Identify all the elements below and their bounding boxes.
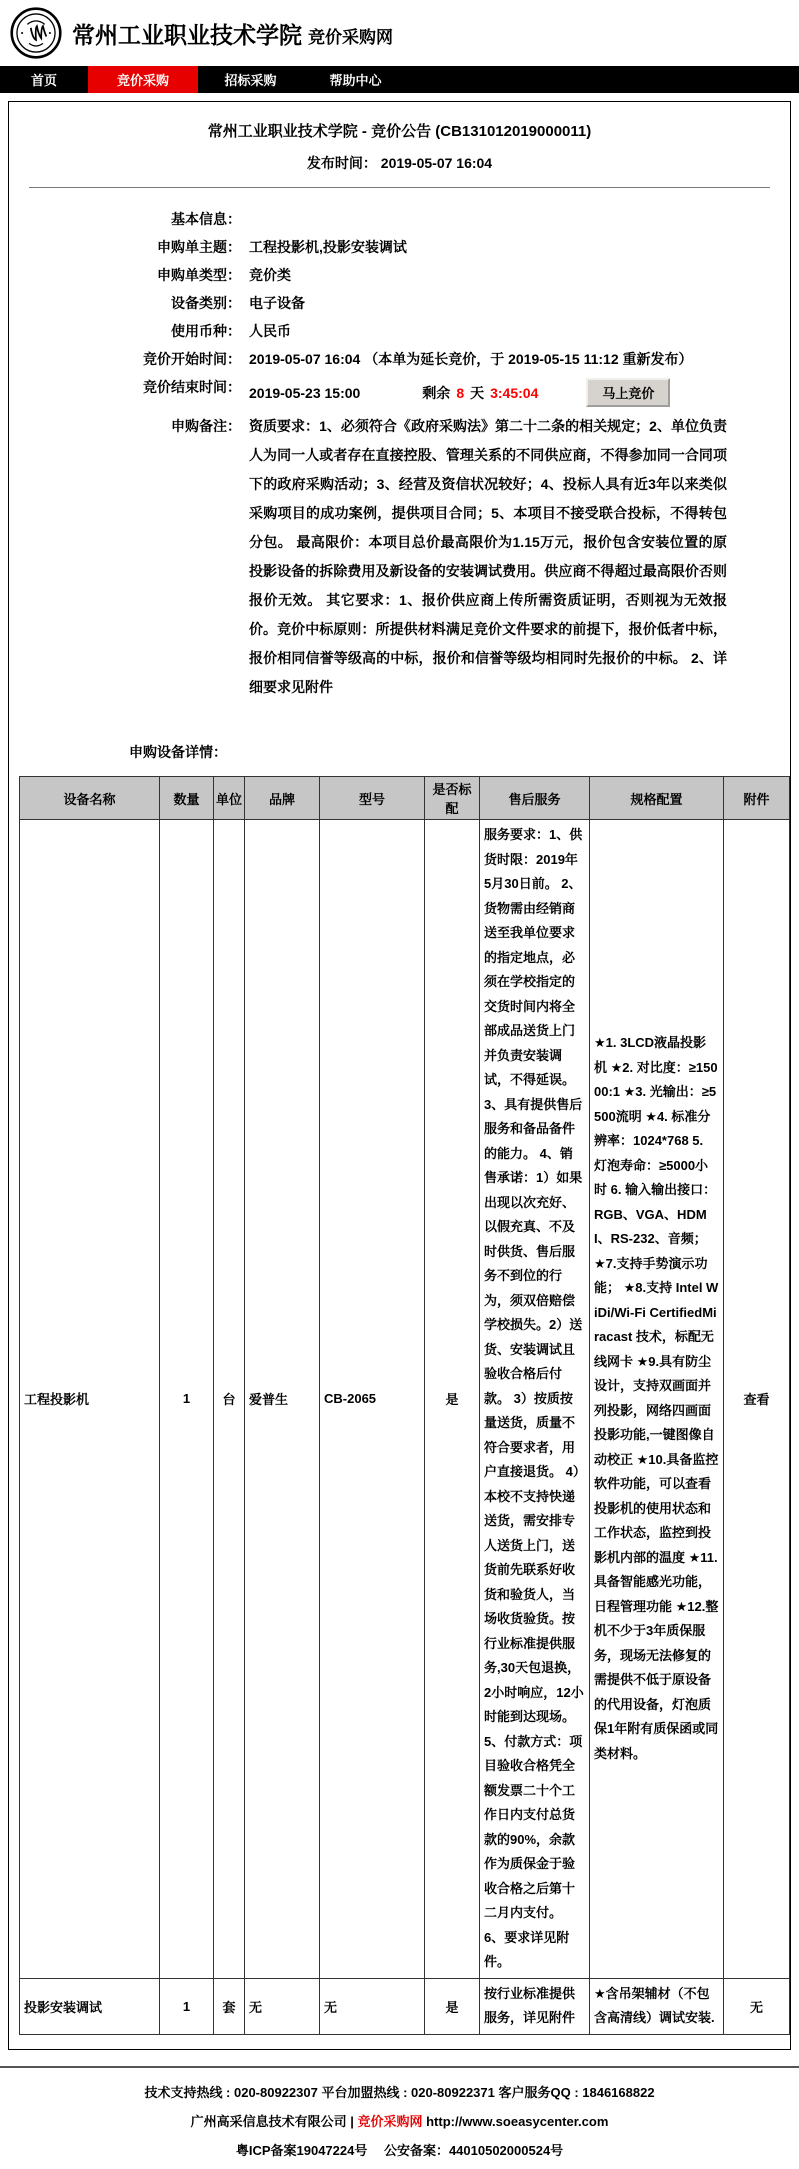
category-value: 电子设备 bbox=[249, 295, 305, 311]
info-row-remark bbox=[9, 417, 790, 702]
cell-service: 服务要求：1、供货时限：2019年5月30日前。 2、货物需由经销商送至我单位要求的指定地点，必须在学校指定的交货时间内将全部成品送货上门并负责安装调试，不得延误。 3、具有提供售后服务和备品备件的能力。 4、销售承诺：1）如果出现以次充好、以假充真、不及时供货、售后服务不到位的行为，须双倍赔偿学校损失。2）送货、安装调试且验收合格后付款。 3）按质按量送货，质量不符合要求者，用户直接退货。 4）本校不支持快递送货，需安排专人送货上门，送货前先联系好收货和验货人，当场收货验货。按行业标准提供服务,30天包退换，2小时响应，12小时能到达现场。 5、付款方式：项目验收合格凭全额发票二十个工作日内支付总货款的90%，余款作为质保金于验收合格之后第十二月内支付。 6、要求详见附件。 bbox=[480, 820, 590, 1979]
info-row-currency bbox=[9, 322, 790, 340]
cell-name: 投影安装调试 bbox=[20, 1978, 160, 2034]
site-title bbox=[72, 17, 393, 50]
type-label: 申购单类型： bbox=[157, 267, 241, 283]
notice-box bbox=[8, 101, 791, 2050]
cell-unit: 台 bbox=[214, 820, 245, 1979]
footer-divider bbox=[0, 2066, 799, 2068]
footer-support-line: 技术支持热线 : 020-80922307 平台加盟热线 : 020-80922371 客户服务QQ : 1846168822 bbox=[144, 2084, 655, 2100]
remark-value: 资质要求：1、必须符合《政府采购法》第二十二条的相关规定；2、单位负责人为同一人或者存在直接控股、管理关系的不同供应商，不得参加同一合同项下的政府采购活动；3、经营及资信状况较好；4、投标人具有近3年以来类似采购项目的成功案例，提供项目合同；5、本项目不接受联合投标，不得转包分包。 最高限价：本项目总价最高限价为1.15万元，报价包含安装位置的原投影设备的拆除费用及新设备的安装调试费用。供应商不得超过最高限价否则报价无效。 其它要求：1、报价供应商上传所需资质证明，否则视为无效报价。竞价中标原则：所提供材料满足竞价文件要求的前提下，报价低者中标，报价相同信誉等级高的中标，报价和信誉等级均相同时先报价的中标。 2、详细要求见附件 bbox=[249, 418, 727, 695]
type-value: 竞价类 bbox=[249, 267, 291, 283]
col-header-spec: 规格配置 bbox=[590, 777, 724, 820]
cell-attachment: 无 bbox=[724, 1978, 790, 2034]
bid-now-button[interactable]: 马上竞价 bbox=[586, 378, 670, 407]
site-header bbox=[0, 0, 799, 66]
col-header-standard: 是否标配 bbox=[425, 777, 480, 820]
footer-company-line bbox=[0, 2111, 799, 2130]
cell-model: CB-2065 bbox=[320, 820, 425, 1979]
nav-item-home[interactable]: 首页 bbox=[30, 73, 57, 88]
nav-item-bidding-active[interactable]: 竞价采购 bbox=[88, 66, 198, 93]
end-time-label: 竞价结束时间： bbox=[143, 379, 241, 395]
info-row-type bbox=[9, 266, 790, 284]
currency-value: 人民币 bbox=[249, 323, 291, 339]
nav-item-tender[interactable]: 招标采购 bbox=[224, 73, 277, 88]
cell-standard: 是 bbox=[425, 1978, 480, 2034]
table-row bbox=[20, 1978, 790, 2034]
cell-brand: 无 bbox=[245, 1978, 320, 2034]
remark-label: 申购备注： bbox=[171, 418, 241, 434]
start-time-label: 竞价开始时间： bbox=[143, 351, 241, 367]
footer-site-url[interactable]: http://www.soeasycenter.com bbox=[426, 2113, 609, 2129]
notice-head bbox=[9, 102, 790, 188]
cell-name: 工程投影机 bbox=[20, 820, 160, 1979]
school-logo-icon bbox=[10, 7, 62, 59]
col-header-name: 设备名称 bbox=[20, 777, 160, 820]
cell-brand: 爱普生 bbox=[245, 820, 320, 1979]
days-unit: 天 bbox=[470, 384, 485, 401]
footer-site-name: 竞价采购网 bbox=[357, 2113, 423, 2129]
nav-item-help[interactable]: 帮助中心 bbox=[329, 73, 382, 88]
end-time-value: 2019-05-23 15:00 bbox=[249, 384, 361, 401]
subject-value: 工程投影机,投影安装调试 bbox=[249, 239, 407, 255]
end-time-line bbox=[249, 378, 670, 407]
publish-time-line bbox=[9, 153, 790, 173]
cell-standard: 是 bbox=[425, 820, 480, 1979]
site-name: 竞价采购网 bbox=[308, 27, 393, 47]
cell-qty: 1 bbox=[160, 1978, 214, 2034]
cell-spec: ★1. 3LCD液晶投影机 ★2. 对比度：≥15000:1 ★3. 光输出：≥5500流明 ★4. 标准分辨率：1024*768 5. 灯泡寿命：≥5000小时 6. 输入输出接口：RGB、VGA、HDMI、RS-232、音频； ★7.支持手势演示功能； ★8.支持 Intel WiDi/Wi-Fi CertifiedMiracast 技术，标配无线网卡 ★9.具有防尘设计，支持双画面并列投影，网络四画面投影功能,一键图像自动校正 ★10.具备监控软件功能，可以查看投影机的使用状态和工作状态，监控到投影机内部的温度 ★11. 具备智能感光功能，日程管理功能 ★12.整机不少于3年质保服务，现场无法修复的需提供不低于原设备的代用设备，灯泡质保1年附有质保函或同类材料。 bbox=[590, 820, 724, 1979]
publish-time-value: 2019-05-07 16:04 bbox=[380, 155, 493, 171]
footer-icp-line: 粤ICP备案19047224号 公安备案：44010502000524号 bbox=[235, 2142, 564, 2158]
col-header-brand: 品牌 bbox=[245, 777, 320, 820]
device-detail-table bbox=[19, 776, 790, 2035]
col-header-attachment: 附件 bbox=[724, 777, 790, 820]
site-footer bbox=[0, 2066, 799, 2159]
basic-info-heading-row bbox=[9, 210, 790, 228]
publish-time-label: 发布时间： bbox=[306, 155, 377, 171]
remaining-days: 8 bbox=[456, 384, 465, 401]
table-header-row bbox=[20, 777, 790, 820]
category-label: 设备类别： bbox=[171, 295, 241, 311]
info-row-category bbox=[9, 294, 790, 312]
cell-attachment-view-link[interactable]: 查看 bbox=[724, 820, 790, 1979]
col-header-model: 型号 bbox=[320, 777, 425, 820]
subject-label: 申购单主题： bbox=[157, 239, 241, 255]
remaining-label: 剩余 bbox=[422, 384, 451, 401]
info-row-end-time bbox=[9, 378, 790, 407]
main-nav bbox=[0, 66, 799, 93]
remaining-time: 3:45:04 bbox=[490, 384, 539, 401]
cell-qty: 1 bbox=[160, 820, 214, 1979]
cell-unit: 套 bbox=[214, 1978, 245, 2034]
currency-label: 使用币种： bbox=[171, 323, 241, 339]
footer-company: 广州高采信息技术有限公司 | bbox=[190, 2113, 354, 2129]
device-detail-label: 申购设备详情： bbox=[129, 744, 227, 760]
basic-info-label: 基本信息： bbox=[171, 211, 241, 227]
table-row bbox=[20, 820, 790, 1979]
col-header-qty: 数量 bbox=[160, 777, 214, 820]
start-time-value: 2019-05-07 16:04 （本单为延长竞价，于 2019-05-15 11:12 重新发布） bbox=[249, 351, 693, 367]
notice-title: 常州工业职业技术学院 - 竞价公告 (CB131012019000011) bbox=[207, 123, 592, 140]
col-header-unit: 单位 bbox=[214, 777, 245, 820]
info-row-subject bbox=[9, 238, 790, 256]
cell-spec: ★含吊架辅材（不包含高清线）调试安装. bbox=[590, 1978, 724, 2034]
col-header-service: 售后服务 bbox=[480, 777, 590, 820]
cell-model: 无 bbox=[320, 1978, 425, 2034]
info-row-start-time bbox=[9, 350, 790, 368]
title-divider bbox=[29, 187, 770, 188]
school-name: 常州工业职业技术学院 bbox=[72, 21, 302, 48]
basic-info-section bbox=[9, 210, 790, 702]
cell-service: 按行业标准提供服务，详见附件 bbox=[480, 1978, 590, 2034]
